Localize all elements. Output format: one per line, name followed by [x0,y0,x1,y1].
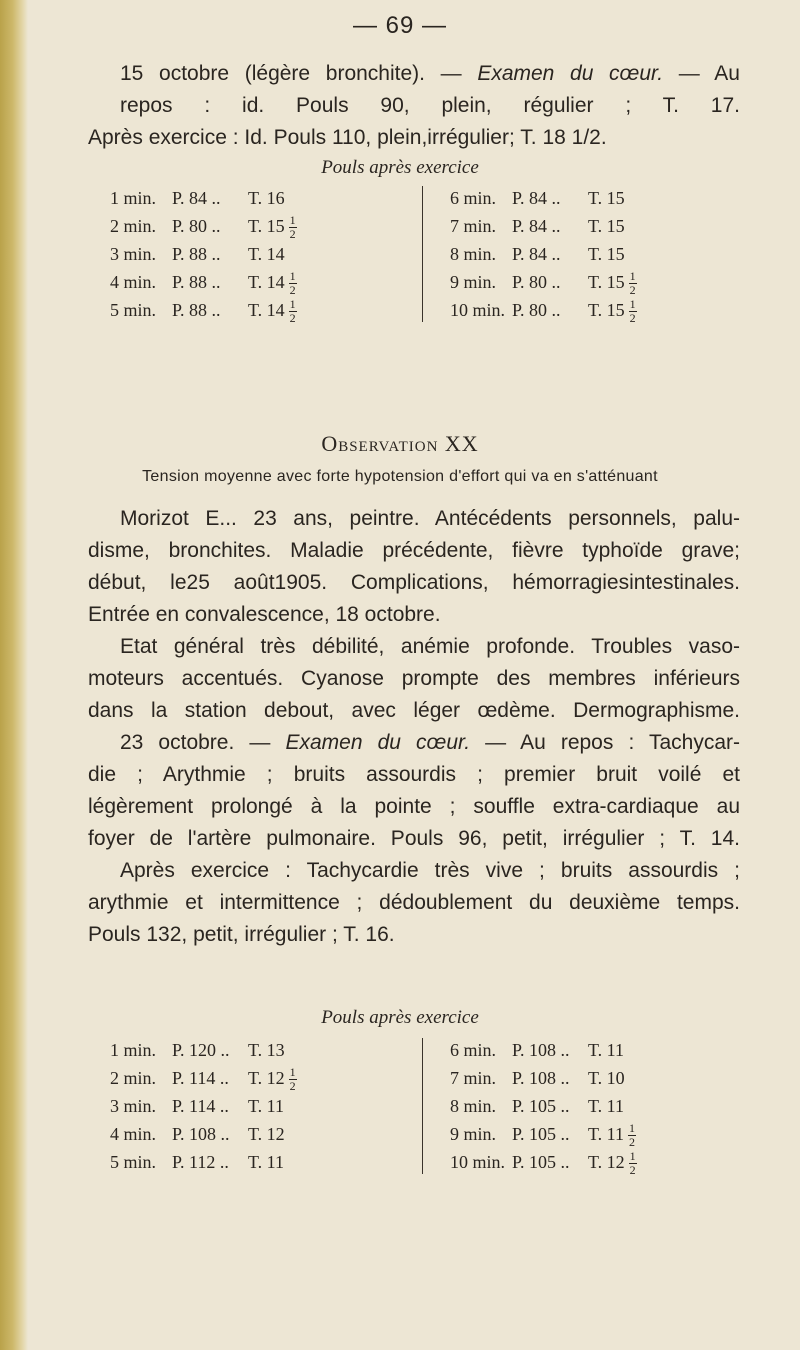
column-divider [422,1038,423,1174]
tension-cell: T. 11 [588,1124,624,1144]
tension-cell: T. 11 [248,1152,284,1172]
table-column-right [450,1036,730,1176]
half-fraction: $\frac{1}{2}$ [629,1121,635,1150]
intro-line: Après exercice : Id. Pouls 110, plein,irrégulier; T. 18 1/2. [88,126,607,149]
text-line: Morizot E... 23 ans, peintre. Antécédents personnels, palu- [120,507,740,530]
minute-cell: 2 min. [110,1068,157,1088]
minute-cell: 7 min. [450,1068,497,1088]
pulse-cell: P. 80 .. [512,300,561,320]
minute-cell: 7 min. [450,216,497,236]
tension-cell: T. 11 [588,1096,624,1116]
text-line: dans la station debout, avec léger œdème. Dermographisme. [88,699,740,722]
tension-cell: T. 10 [588,1068,625,1088]
pulse-cell: P. 84 .. [172,188,221,208]
pulse-cell: P. 105 .. [512,1096,570,1116]
pulse-table-1 [110,184,730,329]
pulse-cell: P. 80 .. [512,272,561,292]
text-line: Pouls 132, petit, irrégulier ; T. 16. [88,923,395,946]
pulse-cell: P. 120 .. [172,1040,230,1060]
table-row [110,1092,390,1120]
tension-cell: T. 11 [248,1096,284,1116]
intro-line: repos : id. Pouls 90, plein, régulier ; T. 17. [120,94,740,117]
minute-cell: 2 min. [110,216,157,236]
pulse-cell: P. 114 .. [172,1068,229,1088]
observation-paragraph-2 [88,631,740,951]
minute-cell: 8 min. [450,244,497,264]
table-row [450,296,730,324]
tension-cell: T. 15 [588,188,625,208]
tension-cell: T. 16 [248,188,285,208]
text-line: disme, bronchites. Maladie précédente, fièvre typhoïde grave; [88,539,740,562]
table-row [450,1036,730,1064]
table2-caption: Pouls après exercice [321,1007,479,1028]
table-row [110,1036,390,1064]
text-line: Etat général très débilité, anémie profonde. Troubles vaso- [120,635,740,658]
pulse-cell: P. 88 .. [172,272,221,292]
observation-title: Observation XX [321,431,479,456]
table-column-left [110,1036,390,1176]
pulse-cell: P. 114 .. [172,1096,229,1116]
pulse-table-2 [110,1036,730,1181]
table-row [450,1092,730,1120]
text-line: légèrement prolongé à la pointe ; souffle extra-cardiaque au [88,795,740,818]
pulse-cell: P. 84 .. [512,244,561,264]
tension-cell: T. 15 [588,272,625,292]
intro-line: 15 octobre (légère bronchite). — Examen du cœur. — Au [120,62,740,85]
pulse-cell: P. 112 .. [172,1152,229,1172]
table-row [110,296,390,324]
pulse-cell: P. 108 .. [512,1068,570,1088]
tension-cell: T. 14 [248,272,285,292]
minute-cell: 3 min. [110,1096,157,1116]
table-column-left [110,184,390,324]
pulse-cell: P. 88 .. [172,244,221,264]
table-row [110,1148,390,1176]
minute-cell: 4 min. [110,1124,157,1144]
tension-cell: T. 12 [248,1068,285,1088]
minute-cell: 6 min. [450,1040,497,1060]
minute-cell: 4 min. [110,272,157,292]
table-row [450,1064,730,1092]
minute-cell: 9 min. [450,272,497,292]
minute-cell: 8 min. [450,1096,497,1116]
text-line: foyer de l'artère pulmonaire. Pouls 96, petit, irrégulier ; T. 14. [88,827,740,850]
text-line: Après exercice : Tachycardie très vive ; bruits assourdis ; [120,859,740,882]
text-line: Entrée en convalescence, 18 octobre. [88,603,441,626]
tension-cell: T. 11 [588,1040,624,1060]
pulse-cell: P. 84 .. [512,216,561,236]
text-line: arythmie et intermittence ; dédoublement du deuxième temps. [88,891,740,914]
pulse-cell: P. 105 .. [512,1152,570,1172]
half-fraction: $\frac{1}{2}$ [289,297,296,326]
tension-cell: T. 15 [248,216,285,236]
table-row [450,268,730,296]
tension-cell: T. 14 [248,244,285,264]
minute-cell: 1 min. [110,1040,157,1060]
minute-cell: 6 min. [450,188,497,208]
half-fraction: $\frac{1}{2}$ [629,269,636,298]
tension-cell: T. 15 [588,216,625,236]
minute-cell: 10 min. [450,1152,506,1172]
tension-cell: T. 15 [588,244,625,264]
column-divider [422,186,423,322]
minute-cell: 10 min. [450,300,506,320]
tension-cell: T. 14 [248,300,285,320]
table-row [450,212,730,240]
minute-cell: 5 min. [110,300,157,320]
table-row [110,1064,390,1092]
page-edge [0,0,28,1350]
observation-subtitle: Tension moyenne avec forte hypotension d'effort qui va en s'atténuant [142,468,658,485]
table1-caption: Pouls après exercice [321,157,479,178]
half-fraction: $\frac{1}{2}$ [629,297,636,326]
table-column-right [450,184,730,324]
pulse-cell: P. 105 .. [512,1124,570,1144]
tension-cell: T. 12 [588,1152,625,1172]
tension-cell: T. 12 [248,1124,285,1144]
observation-paragraph-1 [88,503,740,631]
pulse-cell: P. 108 .. [172,1124,230,1144]
half-fraction: $\frac{1}{2}$ [289,1065,296,1094]
pulse-cell: P. 84 .. [512,188,561,208]
table-row [450,184,730,212]
table-row [110,212,390,240]
minute-cell: 3 min. [110,244,157,264]
table-row [110,268,390,296]
half-fraction: $\frac{1}{2}$ [629,1149,636,1178]
tension-cell: T. 15 [588,300,625,320]
page-number: — 69 — [352,12,448,39]
intro-paragraph [88,58,740,154]
table-row [450,240,730,268]
table-row [110,184,390,212]
tension-cell: T. 13 [248,1040,285,1060]
pulse-cell: P. 88 .. [172,300,221,320]
minute-cell: 9 min. [450,1124,497,1144]
text-line: début, le25 août1905. Complications, hémorragiesintestinales. [88,571,740,594]
table-row [450,1120,730,1148]
table-row [110,1120,390,1148]
half-fraction: $\frac{1}{2}$ [289,269,296,298]
minute-cell: 5 min. [110,1152,157,1172]
table-row [450,1148,730,1176]
pulse-cell: P. 80 .. [172,216,221,236]
half-fraction: $\frac{1}{2}$ [289,213,296,242]
text-line: 23 octobre. — Examen du cœur. — Au repos : Tachycar- [120,731,740,754]
pulse-cell: P. 108 .. [512,1040,570,1060]
text-line: die ; Arythmie ; bruits assourdis ; premier bruit voilé et [88,763,740,786]
table-row [110,240,390,268]
minute-cell: 1 min. [110,188,157,208]
text-line: moteurs accentués. Cyanose prompte des membres inférieurs [88,667,740,690]
